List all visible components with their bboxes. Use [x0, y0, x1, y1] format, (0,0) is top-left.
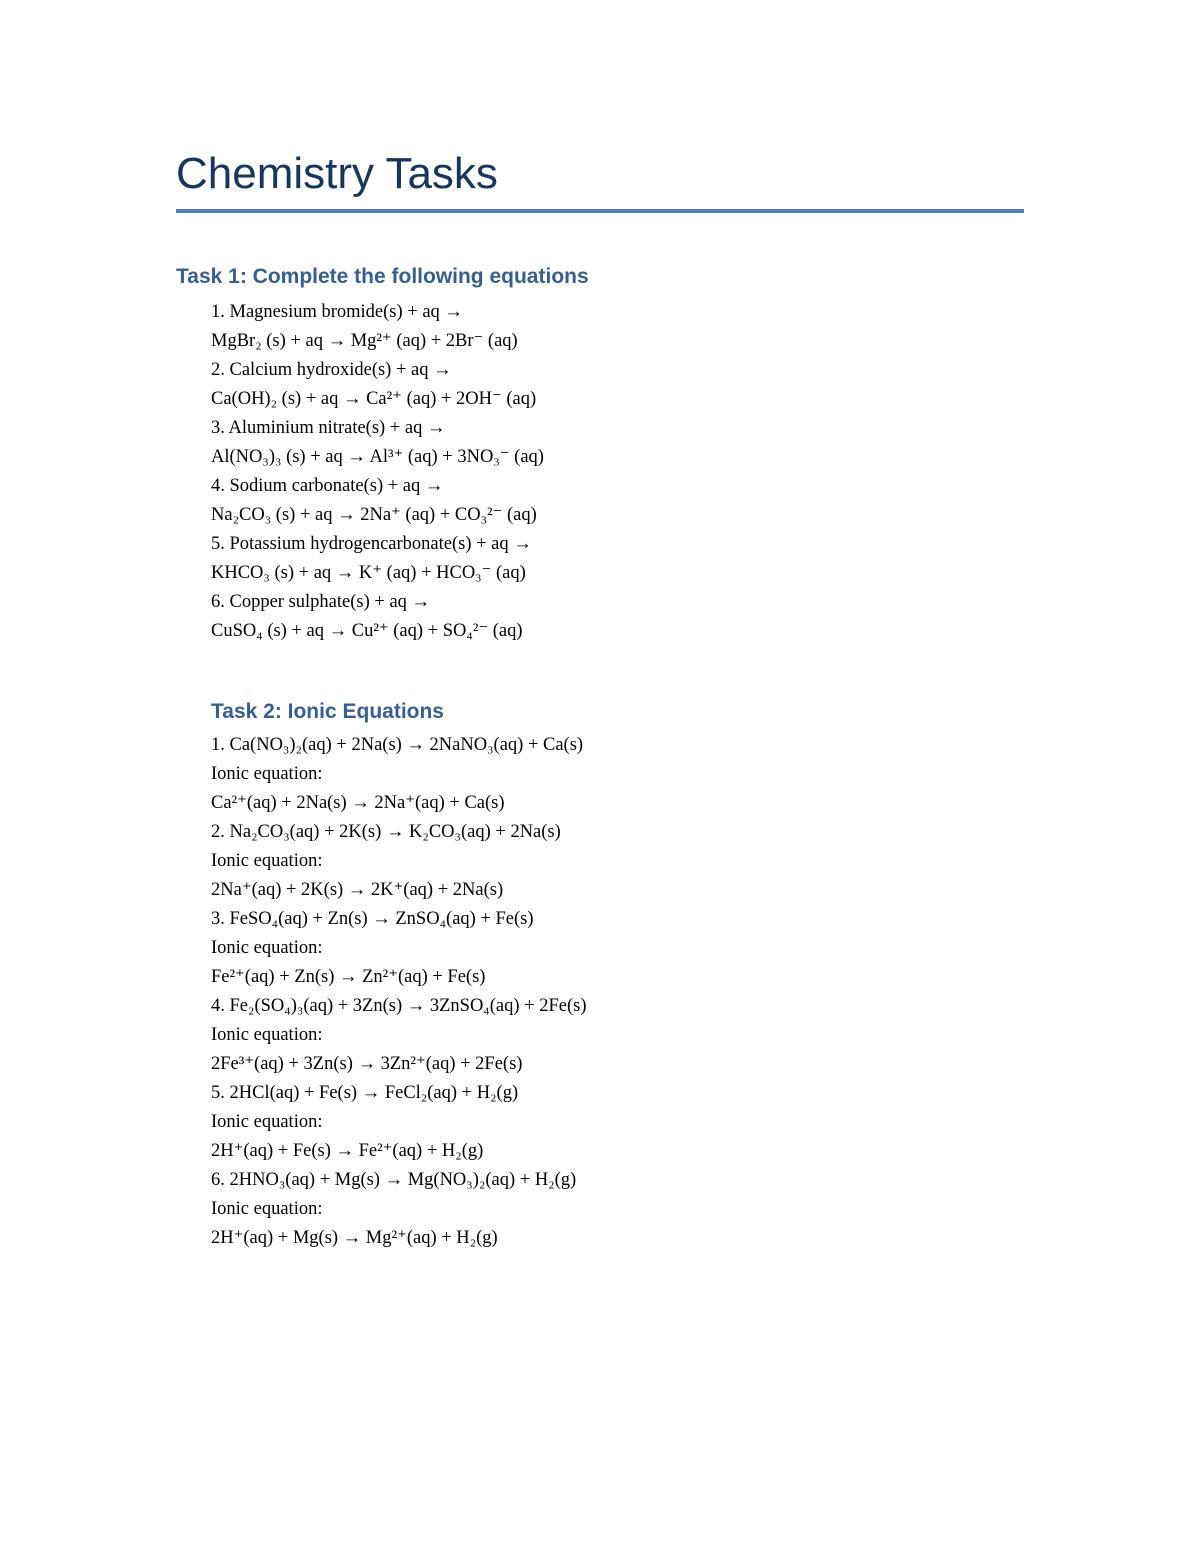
task1-line: Ca(OH)₂ (s) + aq → Ca²⁺ (aq) + 2OH⁻ (aq): [211, 389, 537, 409]
task1-equation-list: [211, 298, 544, 646]
title-underline: [176, 209, 1024, 213]
task2-line: Fe²⁺(aq) + Zn(s) → Zn²⁺(aq) + Fe(s): [211, 967, 486, 987]
task2-line: Ca²⁺(aq) + 2Na(s) → 2Na⁺(aq) + Ca(s): [211, 793, 505, 813]
task1-line: 5. Potassium hydrogencarbonate(s) + aq →: [211, 534, 532, 554]
task1-line: 4. Sodium carbonate(s) + aq →: [211, 476, 444, 496]
task2-line: Ionic equation:: [211, 938, 323, 958]
task2-line: 1. Ca(NO₃)₂(aq) + 2Na(s) → 2NaNO₃(aq) + Ca(s): [211, 735, 584, 755]
task1-line: 3. Aluminium nitrate(s) + aq →: [211, 418, 446, 438]
task2-line: 5. 2HCl(aq) + Fe(s) → FeCl₂(aq) + H₂(g): [211, 1083, 519, 1103]
task2-line: 2Fe³⁺(aq) + 3Zn(s) → 3Zn²⁺(aq) + 2Fe(s): [211, 1054, 523, 1074]
task2-heading: Task 2: Ionic Equations: [211, 700, 444, 723]
task1-heading: Task 1: Complete the following equations: [176, 265, 589, 288]
task2-line: Ionic equation:: [211, 851, 323, 871]
task1-line: Na₂CO₃ (s) + aq → 2Na⁺ (aq) + CO₃²⁻ (aq): [211, 505, 537, 525]
task1-line: CuSO₄ (s) + aq → Cu²⁺ (aq) + SO₄²⁻ (aq): [211, 621, 523, 641]
task2-line: 2H⁺(aq) + Mg(s) → Mg²⁺(aq) + H₂(g): [211, 1228, 498, 1248]
task1-line: MgBr₂ (s) + aq → Mg²⁺ (aq) + 2Br⁻ (aq): [211, 331, 518, 351]
task2-line: Ionic equation:: [211, 764, 323, 784]
task2-line: 2H⁺(aq) + Fe(s) → Fe²⁺(aq) + H₂(g): [211, 1141, 484, 1161]
task2-line: Ionic equation:: [211, 1112, 323, 1132]
task2-equation-list: [211, 731, 587, 1253]
task2-line: 2Na⁺(aq) + 2K(s) → 2K⁺(aq) + 2Na(s): [211, 880, 504, 900]
task2-line: 6. 2HNO₃(aq) + Mg(s) → Mg(NO₃)₂(aq) + H₂(g): [211, 1170, 577, 1190]
task1-line: KHCO₃ (s) + aq → K⁺ (aq) + HCO₃⁻ (aq): [211, 563, 526, 583]
task2-line: Ionic equation:: [211, 1025, 323, 1045]
task2-line: 4. Fe₂(SO₄)₃(aq) + 3Zn(s) → 3ZnSO₄(aq) + 2Fe(s): [211, 996, 587, 1016]
task2-line: 2. Na₂CO₃(aq) + 2K(s) → K₂CO₃(aq) + 2Na(s): [211, 822, 561, 842]
task1-line: Al(NO₃)₃ (s) + aq → Al³⁺ (aq) + 3NO₃⁻ (aq): [211, 447, 544, 467]
task1-line: 1. Magnesium bromide(s) + aq →: [211, 302, 463, 322]
task1-line: 6. Copper sulphate(s) + aq →: [211, 592, 431, 612]
task1-line: 2. Calcium hydroxide(s) + aq →: [211, 360, 452, 380]
task2-line: Ionic equation:: [211, 1199, 323, 1219]
task2-line: 3. FeSO₄(aq) + Zn(s) → ZnSO₄(aq) + Fe(s): [211, 909, 534, 929]
document-title: Chemistry Tasks: [176, 149, 498, 198]
